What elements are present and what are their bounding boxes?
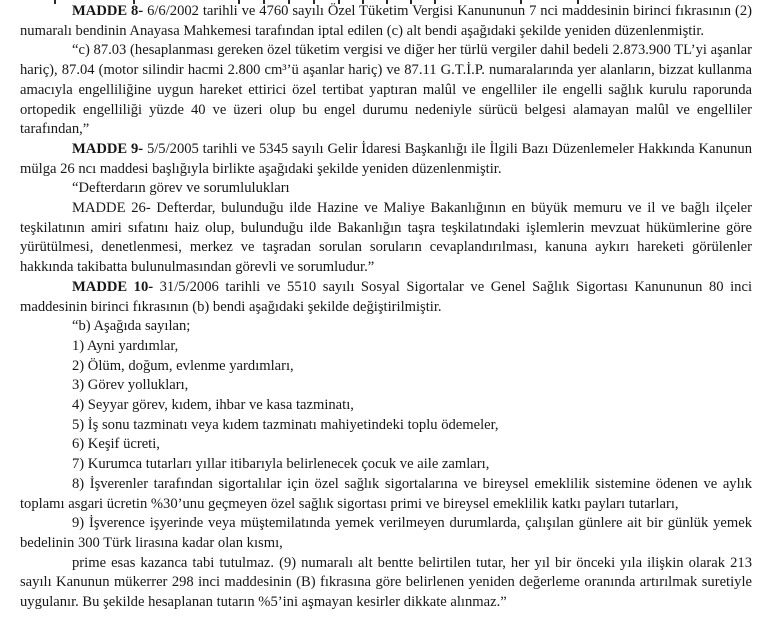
paragraph-bent-c bbox=[20, 41, 752, 140]
list-item-4 bbox=[20, 396, 752, 416]
paragraph-text: 9) İşverence işyerinde veya müştemilatında yemek verilmeyen durumlarda, çalışılan günlere ait bir günlük yemek bedelinin 300 Türk lirasına kadar olan kısmı, bbox=[20, 515, 752, 551]
paragraph-text: “b) Aşağıda sayılan; bbox=[72, 318, 191, 335]
madde-8-label: MADDE 8- bbox=[72, 3, 144, 19]
paragraph-text: 6/6/2002 tarihli ve 4760 sayılı Özel Tüketim Vergisi Kanununun 7 nci maddesinin birinci fıkrasının (2) numaralı bendinin Anayasa Mahkemesi tarafından iptal edilen (c) alt bendi aşağıdaki şekilde yeniden düzenlenmiştir. bbox=[20, 3, 752, 39]
paragraph-madde-8 bbox=[20, 2, 752, 41]
paragraph-text: 5) İş sonu tazminatı veya kıdem tazminatı mahiyetindeki toplu ödemeler, bbox=[72, 416, 499, 433]
paragraph-bent-b bbox=[20, 317, 752, 337]
paragraph-text: prime esas kazanca tabi tutulmaz. (9) numaralı alt bentte belirtilen tutar, her yıl bir önceki yıla ilişkin olarak 213 sayılı Kanunun mükerrer 298 inci maddesinin (B) fıkrasına göre belirlenen yeniden değerleme oranında artırılmak suretiyle uygulanır. Bu şekilde hesaplanan tutarın %5’ini aşmayan kesirler dikkate alınmaz.” bbox=[20, 554, 752, 611]
list-item-2 bbox=[20, 357, 752, 377]
paragraph-madde-9 bbox=[20, 140, 752, 179]
paragraph-text: 8) İşverenler tarafından sigortalılar için özel sağlık sigortalarına ve bireysel emeklilik sistemine ödenen ve aylık toplamı asgari ücretin %30’unu geçmeyen özel sağlık sigortası primi ve bireysel emeklilik katkı payları tutarları, bbox=[20, 475, 752, 512]
paragraph-text: 4) Seyyar görev, kıdem, ihbar ve kasa tazminatı, bbox=[72, 397, 354, 414]
document-body bbox=[0, 2, 770, 613]
paragraph-text: 3) Görev yollukları, bbox=[72, 377, 189, 394]
paragraph-madde-10 bbox=[20, 278, 752, 317]
paragraph-text: 1) Ayni yardımlar, bbox=[72, 337, 179, 354]
paragraph-madde-26 bbox=[20, 199, 752, 278]
paragraph-text: “Defterdarın görev ve sorumlulukları bbox=[72, 180, 290, 197]
paragraph-text: MADDE 26- Defterdar, bulunduğu ilde Hazine ve Maliye Bakanlığının en büyük memuru ve il ve bağlı ilçeler teşkilatının amiri sıfatını haiz olup, bulunduğu ilde Bakanlığın taşra teşkilatındaki işlemlerin mevzuat hükümlerine göre yürütülmesi, denetlenmesi, merkez ve taşradan sorulan soruların cevaplandırılması, kanuna aykırı hareketi görülenler hakkında takibatta bulunulmasından görevli ve sorumludur.” bbox=[20, 200, 752, 276]
list-item-7 bbox=[20, 455, 752, 475]
list-item-9 bbox=[20, 514, 752, 553]
paragraph-text: 5/5/2005 tarihli ve 5345 sayılı Gelir İdaresi Başkanlığı ile İlgili Bazı Düzenlemeler Hakkında Kanunun mülga 26 ncı maddesi başlığıyla birlikte aşağıdaki şekilde yeniden düzenlenmiştir. bbox=[20, 140, 753, 177]
list-item-5 bbox=[20, 416, 752, 436]
list-item-3 bbox=[20, 376, 752, 396]
list-item-6 bbox=[20, 435, 752, 455]
paragraph-defterdar-title bbox=[20, 179, 752, 199]
list-item-8 bbox=[20, 475, 752, 514]
paragraph-text: 6) Keşif ücreti, bbox=[72, 436, 160, 453]
paragraph-prime-esas bbox=[20, 554, 752, 613]
madde-9-label: MADDE 9- bbox=[72, 140, 144, 157]
paragraph-text: “c) 87.03 (hesaplanması gereken özel tüketim vergisi ve diğer her türlü vergiler dahil bedeli 2.873.900 TL’yi aşanlar hariç), 87.04 (motor silindir hacmi 2.800 cm³’ü aşanlar hariç) ve 87.11 G.T.İ.P. numaralarında yer alanların, bizzat kullanma amacıyla engelliliğine uygun hareket ettirici özel tertibat yaptıran malûl ve engelliler ile engelli sağlık kurulu raporunda ortopedik engelliliği yüzde 40 ve üzeri olup bu engel durumu nedeniyle sürücü belgesi alamayan malûl ve engelliler tarafından,” bbox=[20, 42, 752, 138]
paragraph-text: 2) Ölüm, doğum, evlenme yardımları, bbox=[72, 357, 294, 374]
list-item-1 bbox=[20, 337, 752, 357]
paragraph-text: 7) Kurumca tutarları yıllar itibarıyla belirlenecek çocuk ve aile zamları, bbox=[72, 456, 490, 473]
paragraph-text: 31/5/2006 tarihli ve 5510 sayılı Sosyal Sigortalar ve Genel Sağlık Sigortası Kanununun 80 inci maddesinin birinci fıkrasının (b) bendi aşağıdaki şekilde değiştirilmiştir. bbox=[20, 278, 752, 315]
madde-10-label: MADDE 10- bbox=[72, 278, 154, 295]
